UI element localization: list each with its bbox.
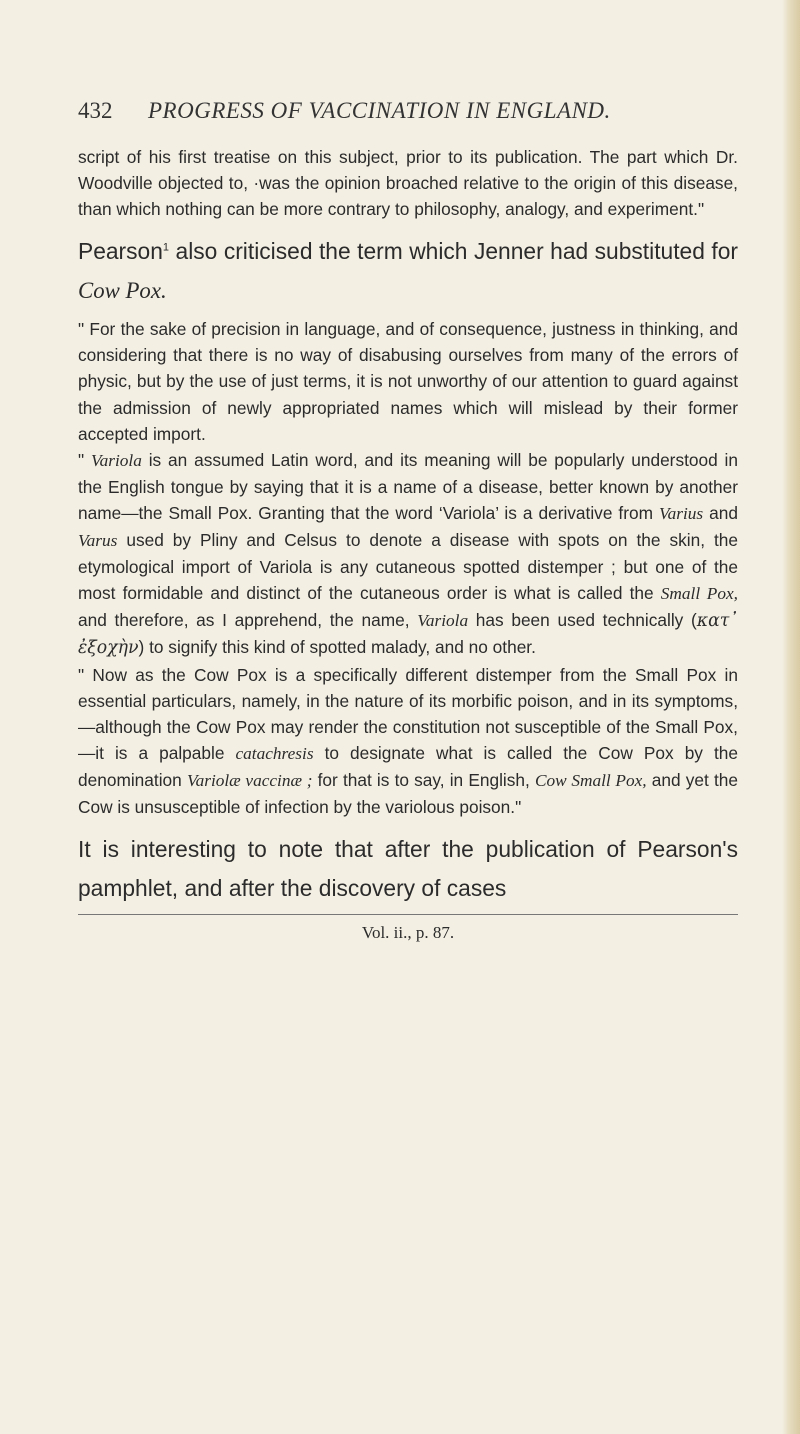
paragraph-pearson-criticism: Pearson$^1$ also criticised the term which Jenner had substituted for Cow Pox.	[78, 238, 738, 304]
running-header	[78, 98, 738, 124]
page-body	[78, 144, 738, 943]
paragraph-quote-end: script of his first treatise on this subject, prior to its publication. The part which Dr. Woodville objected to, ·was the opinion broached relative to the origin of this disease, than which nothing can be more contrary to philosophy, analogy, and experiment."	[78, 147, 738, 220]
paragraph-precision-quote: " For the sake of precision in language, and of consequence, justness in thinking, and considering that there is no way of disabusing ourselves from many of the errors of physic, but by the use of just terms, it is not unworthy of our attention to guard against the admission of newly appropriated names which will mislead by their former accepted import.	[78, 319, 738, 444]
footnote: Vol. ii., p. 87.	[361, 923, 455, 943]
page-edge	[782, 0, 800, 1434]
paragraph-variola-quote: " Variola is an assumed Latin word, and its meaning will be popularly understood in the English tongue by saying that it is a name of a disease, better known by another name—the Small Pox. Granting that the word ‘Variola’ is a derivative from Varius and Varus used by Pliny and Celsus to denote a disease with spots on the skin, the etymological import of Variola is any cutaneous spotted distemper ; but one of the most formidable and distinct of the cutaneous order is what is called the Small Pox, and therefore, as I apprehend, the name, Variola has been used technically (κατ᾽ ἐξοχὴν) to signify this kind of spotted malady, and no other.	[78, 449, 739, 659]
footnote-rule	[78, 914, 738, 915]
book-page	[78, 98, 739, 943]
running-title: PROGRESS OF VACCINATION IN ENGLAND.	[148, 98, 611, 123]
page-number: 432	[78, 98, 113, 123]
paragraph-cowpox-quote: " Now as the Cow Pox is a specifically different distemper from the Small Pox in essential particulars, namely, in the nature of its morbific poison, and in its symptoms,—although the Cow Pox may render the constitution not susceptible of the Small Pox,—it is a palpable catachresis to designate what is called the Cow Pox by the denomination Variolæ vaccinæ ; for that is to say, in English, Cow Small Pox, and yet the Cow is unsusceptible of infection by the variolous poison."	[78, 664, 738, 817]
paragraph-interesting-note: It is interesting to note that after the publication of Pearson's pamphlet, and after the discovery of cases	[78, 836, 738, 902]
footnote-ref: 1	[162, 241, 170, 254]
greek-phrase: κατ᾽ ἐξοχὴν	[78, 611, 738, 659]
